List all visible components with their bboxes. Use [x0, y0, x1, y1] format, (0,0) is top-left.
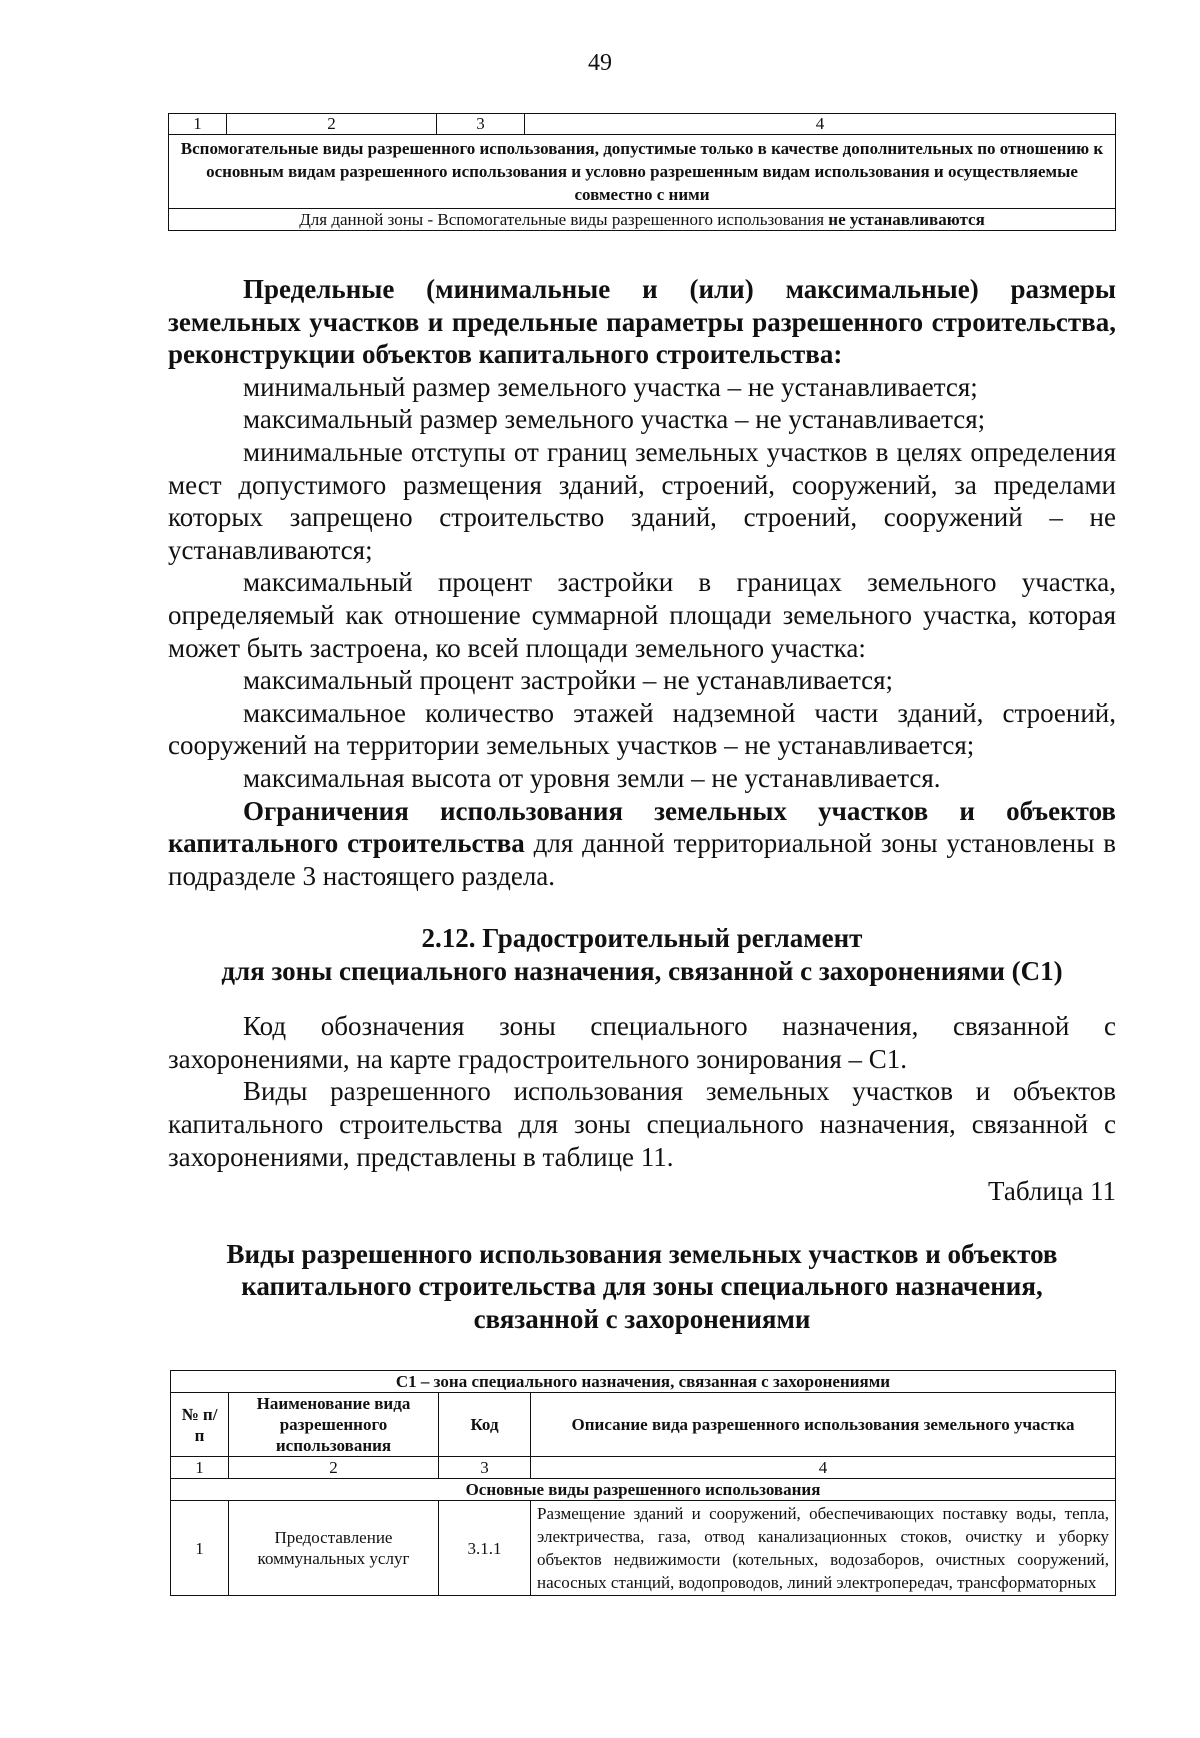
row-num: 1 — [171, 1501, 229, 1596]
row-name: Предоставление коммунальных услуг — [229, 1501, 439, 1596]
col-number-4: 4 — [525, 114, 1116, 135]
section-paragraph-2: Виды разрешенного использования земельных участков и объектов капитального строительства для зоны специального назначения, связанной с захоронениями, представлены в таблице 11. — [168, 1076, 1116, 1172]
table-label: Таблица 11 — [988, 1176, 1116, 1207]
table-11 — [170, 1370, 1116, 1596]
note-bold: не устанавливаются — [828, 210, 985, 229]
group-header: Основные виды разрешенного использования — [171, 1479, 1116, 1501]
section-paragraph-1: Код обозначения зоны специального назначения, связанной с захоронениями, на карте градостроительного зонирования – С1. — [168, 1011, 1116, 1074]
limits-item-5: максимальный процент застройки – не устанавливается; — [243, 665, 894, 696]
col-header-code: Код — [439, 1393, 531, 1457]
col-number-3: 3 — [439, 1457, 531, 1479]
limits-item-7: максимальная высота от уровня земли – не устанавливается. — [243, 762, 941, 793]
column-number-row — [169, 114, 1116, 135]
limits-item-2: максимальный размер земельного участка – не устанавливается; — [243, 404, 986, 435]
page-number: 49 — [588, 50, 612, 76]
limits-item-6: максимальное количество этажей надземной части зданий, строений, сооружений на территории земельных участков – не устанавливается; — [168, 697, 1116, 761]
restrictions-rest: для данной территориальной зоны установлены в подразделе 3 настоящего раздела. — [168, 828, 1116, 891]
col-number-1: 1 — [171, 1457, 229, 1479]
table-title-line1: Виды разрешенного использования земельных участков и объектов — [226, 1238, 1058, 1269]
column-number-row — [171, 1457, 1116, 1479]
auxiliary-uses-header: Вспомогательные виды разрешенного использования, допустимые только в качестве дополнительных по отношению к основным видам разрешенного использования и условно разрешенным видам использования и осуществляемые совместно с ними — [169, 135, 1116, 209]
section-title-line2: для зоны специального назначения, связанной с захоронениями (С1) — [221, 955, 1063, 986]
col-number-3: 3 — [437, 114, 525, 135]
table-title-line2: капитального строительства для зоны специального назначения, — [241, 1271, 1043, 1302]
section-block — [168, 922, 1116, 1336]
limits-item-1: минимальный размер земельного участка – не устанавливается; — [243, 371, 978, 402]
row-description: Размещение зданий и сооружений, обеспечивающих поставку воды, тепла, электричества, газа, отвод канализационных стоков, очистку и уборку объектов недвижимости (котельных, водозаборов, очистных сооружений, насосных станций, водопроводов, линий электропередач, трансформаторных — [531, 1501, 1116, 1596]
limits-heading: Предельные (минимальные и (или) максимальные) размеры земельных участков и предельные параметры разрешенного строительства, реконструкции объектов капитального строительства: — [168, 274, 1116, 370]
section-title-line1: 2.12. Градостроительный регламент — [421, 923, 863, 953]
restrictions-paragraph — [168, 795, 1116, 893]
zone-header: С1 – зона специального назначения, связанная с захоронениями — [171, 1371, 1116, 1393]
col-number-2: 2 — [227, 114, 437, 135]
limits-item-4: максимальный процент застройки в границах земельного участка, определяемый как отношение суммарной площади земельного участка, которая может быть застроена, ко всей площади земельного участка: — [168, 567, 1116, 663]
restrictions-bold: Ограничения использования земельных участков и объектов капитального строительства — [168, 795, 1116, 859]
limits-item-3: минимальные отступы от границ земельных участков в целях определения мест допустимого размещения зданий, строений, сооружений, за пределами которых запрещено строительство зданий, строений, сооружений – не устанавливаются; — [168, 436, 1116, 565]
table-title-line3: связанной с захоронениями — [473, 1303, 811, 1334]
note-prefix: Для данной зоны - Вспомогательные виды разрешенного использования — [299, 210, 825, 229]
col-header-description: Описание вида разрешенного использования земельного участка — [531, 1393, 1116, 1457]
top-table — [168, 113, 1116, 231]
table-row — [171, 1501, 1116, 1596]
column-header-row — [171, 1393, 1116, 1457]
col-number-2: 2 — [229, 1457, 439, 1479]
col-number-4: 4 — [531, 1457, 1116, 1479]
limits-block — [168, 273, 1116, 892]
row-code: 3.1.1 — [439, 1501, 531, 1596]
col-header-num: № п/п — [171, 1393, 229, 1457]
col-number-1: 1 — [169, 114, 227, 135]
auxiliary-uses-note — [169, 209, 1116, 231]
col-header-name: Наименование вида разрешенного использования — [229, 1393, 439, 1457]
